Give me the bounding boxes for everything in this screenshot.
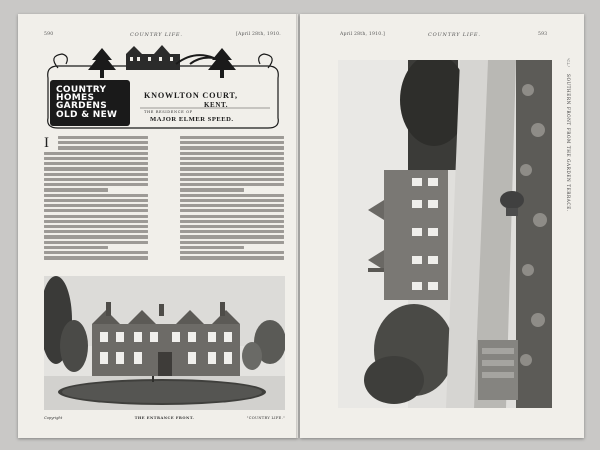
series-line-4: OLD & NEW [56,109,118,120]
text-line [180,136,284,139]
text-line [180,225,284,228]
text-line [180,209,284,212]
text-line [180,220,284,223]
right-magazine-title: COUNTRY LIFE. [428,32,481,38]
series-line-2: HOMES [56,93,95,104]
article-county: KENT. [204,101,229,109]
southern-front-photo [338,60,552,408]
text-line [180,141,284,144]
left-page [18,14,298,438]
text-line [180,188,244,191]
residence-line: THE RESIDENCE OF [144,110,193,114]
text-line [180,162,284,165]
text-line [180,235,284,238]
text-line [44,188,108,191]
text-line [44,241,148,244]
text-line [180,167,284,170]
text-line [44,256,148,259]
text-line [44,162,148,165]
entrance-front-photo [44,276,285,410]
text-column-right [180,136,284,264]
text-line [44,178,148,181]
text-line [180,251,284,254]
text-line [44,199,148,202]
text-line [44,235,148,238]
text-line [44,204,148,207]
right-page [300,14,584,438]
series-title [56,86,117,119]
text-line [180,241,284,244]
text-line [180,173,284,176]
text-line [44,183,148,186]
text-line [44,220,148,223]
text-line [58,136,148,139]
text-line [44,246,108,249]
text-line [44,173,148,176]
text-line [44,157,148,160]
text-line [44,152,148,155]
side-caption-text: SOUTHERN FRONT FROM THE GARDEN TERRACE. [566,74,571,212]
text-line [180,246,244,249]
text-line [44,251,148,254]
text-line [180,194,284,197]
text-column-left [44,136,148,264]
photo-caption-text: THE ENTRANCE FRONT. [134,416,195,420]
text-line [180,256,284,259]
photo-caption [44,414,285,422]
masthead [44,44,282,130]
photo-copyright: "COUNTRY LIFE." [246,416,285,420]
photo-credit: Copyright [44,416,63,420]
text-line [58,141,148,144]
text-line [180,183,284,186]
text-line [58,146,148,149]
series-line-1: COUNTRY [56,85,107,95]
owner-name: MAJOR ELMER SPEED. [150,116,234,123]
right-date: April 28th, 1910.] [340,32,385,37]
article-place: KNOWLTON COURT, [144,91,238,100]
text-line [44,209,148,212]
magazine-spread [18,14,584,438]
text-line [180,204,284,207]
text-line [44,225,148,228]
text-line [180,199,284,202]
left-magazine-title: COUNTRY LIFE. [130,32,183,38]
text-line [180,215,284,218]
text-line [44,230,148,233]
text-line [180,146,284,149]
text-line [44,215,148,218]
text-line [180,178,284,181]
text-line [44,194,148,197]
text-line [180,152,284,155]
side-caption [562,74,574,354]
text-line [44,167,148,170]
right-page-number: 593 [538,32,548,37]
left-date: [April 28th, 1910. [236,32,281,37]
drop-cap: I [44,135,49,151]
series-line-3: GARDENS [56,101,108,112]
left-page-number: 590 [44,32,54,37]
text-line [180,230,284,233]
side-copyright-text: "C.L." [566,58,570,68]
text-line [180,157,284,160]
